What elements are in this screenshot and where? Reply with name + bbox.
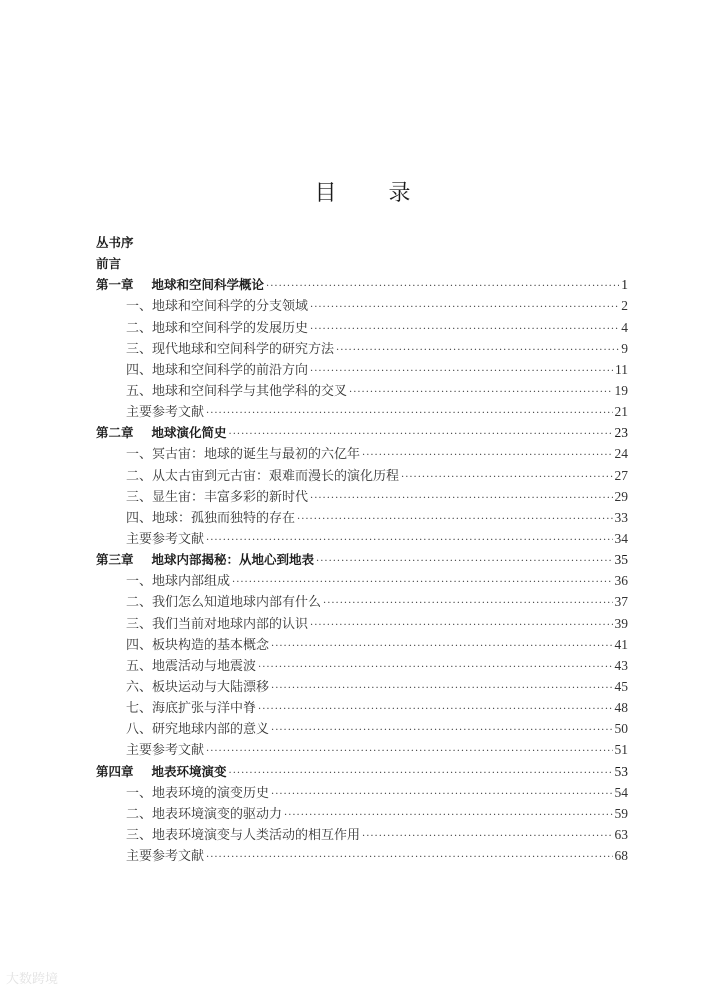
dot-leader bbox=[206, 530, 612, 551]
table-of-contents bbox=[96, 232, 628, 866]
section-title: 七、海底扩张与洋中脊 bbox=[126, 701, 257, 717]
section-title: 八、研究地球内部的意义 bbox=[126, 722, 270, 738]
page-number: 9 bbox=[621, 340, 628, 356]
toc-section[interactable] bbox=[96, 338, 628, 359]
section-title: 主要参考文献 bbox=[126, 405, 205, 421]
toc-section[interactable] bbox=[96, 739, 628, 760]
dot-leader bbox=[232, 572, 612, 593]
dot-leader bbox=[323, 593, 612, 614]
page-number: 68 bbox=[614, 848, 628, 864]
section-title: 主要参考文献 bbox=[126, 531, 205, 547]
section-title: 三、地表环境演变与人类活动的相互作用 bbox=[126, 827, 361, 843]
chapter-title: 地表环境演变 bbox=[151, 763, 227, 779]
dot-leader bbox=[297, 509, 612, 530]
chapter-title: 地球内部揭秘：从地心到地表 bbox=[151, 552, 315, 568]
page-number: 53 bbox=[614, 763, 628, 779]
page-number: 21 bbox=[614, 404, 628, 420]
dot-leader bbox=[336, 340, 619, 361]
page-number: 27 bbox=[614, 467, 628, 483]
dot-leader bbox=[316, 551, 612, 572]
dot-leader bbox=[284, 805, 612, 826]
dot-leader bbox=[206, 847, 612, 868]
section-title: 一、地球内部组成 bbox=[126, 574, 231, 590]
toc-section[interactable] bbox=[96, 718, 628, 739]
toc-section[interactable] bbox=[96, 634, 628, 655]
page-number: 59 bbox=[614, 805, 628, 821]
chapter-label: 第二章 bbox=[96, 425, 134, 441]
section-title: 二、从太古宙到元古宙：艰难而漫长的演化历程 bbox=[126, 468, 400, 484]
section-title: 三、现代地球和空间科学的研究方法 bbox=[126, 341, 335, 357]
toc-section[interactable] bbox=[96, 443, 628, 464]
page-number: 48 bbox=[614, 700, 628, 716]
dot-leader bbox=[206, 403, 612, 424]
toc-section[interactable] bbox=[96, 570, 628, 591]
page-number: 50 bbox=[614, 721, 628, 737]
section-title: 二、地球和空间科学的发展历史 bbox=[126, 320, 309, 336]
dot-leader bbox=[271, 678, 612, 699]
dot-leader bbox=[271, 784, 612, 805]
toc-section[interactable] bbox=[96, 528, 628, 549]
dot-leader bbox=[229, 424, 613, 445]
chapter-title: 地球演化简史 bbox=[151, 425, 227, 441]
page-title bbox=[0, 176, 725, 207]
section-title: 一、冥古宙：地球的诞生与最初的六亿年 bbox=[126, 447, 361, 463]
dot-leader bbox=[310, 361, 613, 382]
page-number: 2 bbox=[621, 298, 628, 314]
page-number: 34 bbox=[614, 530, 628, 546]
title-char: 录 bbox=[388, 181, 411, 206]
section-title: 五、地震活动与地震波 bbox=[126, 658, 257, 674]
chapter-title: 地球和空间科学概论 bbox=[151, 277, 265, 293]
page-number: 24 bbox=[614, 446, 628, 462]
toc-section[interactable] bbox=[96, 824, 628, 845]
section-title: 二、地表环境演变的驱动力 bbox=[126, 806, 283, 822]
chapter-label: 第三章 bbox=[96, 552, 134, 568]
toc-section[interactable] bbox=[96, 655, 628, 676]
toc-section[interactable] bbox=[96, 486, 628, 507]
dot-leader bbox=[362, 826, 612, 847]
title-char: 目 bbox=[314, 181, 337, 206]
page-number: 19 bbox=[614, 382, 628, 398]
toc-section[interactable] bbox=[96, 803, 628, 824]
toc-chapter[interactable] bbox=[96, 422, 628, 443]
page-number: 11 bbox=[615, 361, 628, 377]
dot-leader bbox=[271, 636, 612, 657]
page-number: 33 bbox=[614, 509, 628, 525]
toc-section[interactable] bbox=[96, 697, 628, 718]
dot-leader bbox=[401, 467, 612, 488]
page-number: 45 bbox=[614, 678, 628, 694]
dot-leader bbox=[206, 741, 612, 762]
toc-section[interactable] bbox=[96, 317, 628, 338]
section-title: 二、我们怎么知道地球内部有什么 bbox=[126, 595, 322, 611]
dot-leader bbox=[258, 699, 612, 720]
toc-section[interactable] bbox=[96, 359, 628, 380]
dot-leader bbox=[349, 382, 612, 403]
section-title: 四、地球：孤独而独特的存在 bbox=[126, 510, 296, 526]
page-number: 29 bbox=[614, 488, 628, 504]
section-title: 三、显生宙：丰富多彩的新时代 bbox=[126, 489, 309, 505]
dot-leader bbox=[266, 276, 619, 297]
toc-section[interactable] bbox=[96, 782, 628, 803]
chapter-label: 第四章 bbox=[96, 763, 134, 779]
dot-leader bbox=[229, 763, 613, 784]
page-number: 39 bbox=[614, 615, 628, 631]
section-title: 主要参考文献 bbox=[126, 849, 205, 865]
dot-leader bbox=[310, 297, 619, 318]
page-number: 63 bbox=[614, 826, 628, 842]
toc-section[interactable] bbox=[96, 591, 628, 612]
dot-leader bbox=[310, 319, 619, 340]
toc-entry-series-preface[interactable] bbox=[96, 232, 628, 253]
page-number: 36 bbox=[614, 573, 628, 589]
section-title: 四、地球和空间科学的前沿方向 bbox=[126, 362, 309, 378]
toc-section[interactable] bbox=[96, 380, 628, 401]
page-number: 37 bbox=[614, 594, 628, 610]
watermark: 大数跨境 bbox=[6, 972, 59, 987]
dot-leader bbox=[310, 488, 612, 509]
page-number: 51 bbox=[614, 742, 628, 758]
page-number: 43 bbox=[614, 657, 628, 673]
dot-leader bbox=[310, 615, 612, 636]
toc-section[interactable] bbox=[96, 295, 628, 316]
entry-title: 丛书序 bbox=[96, 235, 134, 250]
page-number: 23 bbox=[614, 425, 628, 441]
toc-section[interactable] bbox=[96, 401, 628, 422]
dot-leader bbox=[362, 445, 612, 466]
page-number: 35 bbox=[614, 552, 628, 568]
chapter-label: 第一章 bbox=[96, 277, 134, 293]
entry-title: 前言 bbox=[96, 256, 122, 272]
section-title: 六、板块运动与大陆漂移 bbox=[126, 679, 270, 695]
section-title: 主要参考文献 bbox=[126, 743, 205, 759]
page-number: 4 bbox=[621, 319, 628, 335]
toc-chapter[interactable] bbox=[96, 549, 628, 570]
dot-leader bbox=[271, 720, 612, 741]
toc-chapter[interactable] bbox=[96, 274, 628, 295]
toc-section[interactable] bbox=[96, 845, 628, 866]
toc-section[interactable] bbox=[96, 676, 628, 697]
toc-chapter[interactable] bbox=[96, 761, 628, 782]
toc-entry-preface[interactable] bbox=[96, 253, 628, 274]
section-title: 一、地球和空间科学的分支领域 bbox=[126, 299, 309, 315]
page-number: 41 bbox=[614, 636, 628, 652]
toc-section[interactable] bbox=[96, 613, 628, 634]
section-title: 五、地球和空间科学与其他学科的交叉 bbox=[126, 383, 348, 399]
toc-section[interactable] bbox=[96, 507, 628, 528]
section-title: 三、我们当前对地球内部的认识 bbox=[126, 616, 309, 632]
section-title: 一、地表环境的演变历史 bbox=[126, 785, 270, 801]
page-number: 54 bbox=[614, 784, 628, 800]
toc-section[interactable] bbox=[96, 465, 628, 486]
dot-leader bbox=[258, 657, 612, 678]
page-number: 1 bbox=[621, 277, 628, 293]
section-title: 四、板块构造的基本概念 bbox=[126, 637, 270, 653]
